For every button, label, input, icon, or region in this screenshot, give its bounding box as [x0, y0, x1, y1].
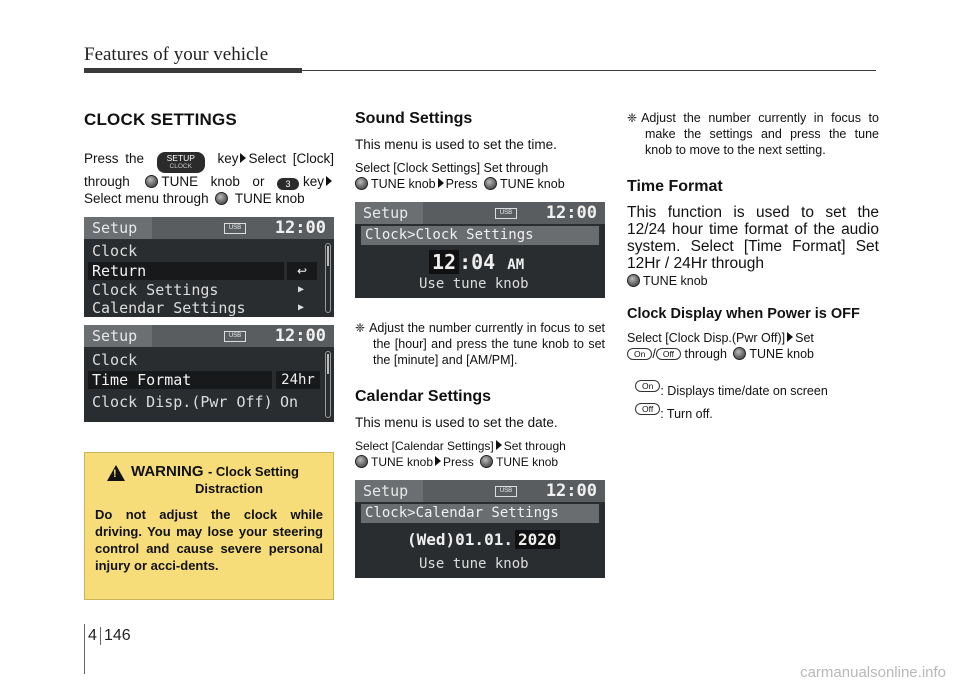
screen-hint: Use tune knob [419, 276, 529, 292]
off-badge: Off [635, 403, 660, 415]
number-key-icon: 3 [277, 178, 299, 190]
section-heading-sound-settings: Sound Settings [355, 110, 473, 127]
calendar-desc: This menu is used to set the date. [355, 415, 558, 430]
tune-knob-icon [355, 177, 368, 190]
menu-row-return: Return [88, 262, 284, 280]
chapter-number: 4 [88, 627, 97, 644]
calendar-steps: Select [Calendar Settings] Set through TUNE knob Press TUNE knob [355, 439, 566, 469]
return-icon: ↩ [287, 262, 317, 280]
usb-badge: USB [495, 486, 517, 497]
section-heading-clock-settings: CLOCK SETTINGS [84, 110, 237, 129]
column-time-format [627, 110, 879, 422]
screen-title: Setup [92, 219, 138, 237]
tune-knob-icon [480, 455, 493, 468]
usb-badge: USB [224, 223, 246, 234]
menu-row-calendar-settings: Calendar Settings ▶ [92, 299, 304, 317]
section-heading-calendar-settings: Calendar Settings [355, 388, 492, 405]
tune-knob-icon [733, 347, 746, 360]
note-hour-minute: ❈ Adjust the number currently in focus to set the [hour] and press the tune knob to set the [minute] and [AM/PM]. [355, 321, 605, 367]
tune-knob-icon [355, 455, 368, 468]
arrow-right-icon [787, 332, 793, 342]
sound-steps: Select [Clock Settings] Set through TUNE knob Press TUNE knob [355, 161, 565, 191]
note-next-setting: ❈ Adjust the number currently in focus to make the settings and press the tune knob to move to the next setting. [627, 111, 879, 157]
screen-title: Setup [363, 482, 409, 500]
arrow-right-icon [496, 440, 502, 450]
screen-time: 12:00 [274, 218, 326, 238]
watermark: carmanualsonline.info [800, 664, 946, 681]
menu-row-clock-settings: Clock Settings ▶ [92, 281, 304, 299]
hour-focus: 12 [429, 250, 459, 274]
clock-disp-value: On [280, 393, 299, 411]
chevron-right-icon: ▶ [297, 284, 304, 295]
arrow-right-icon [240, 153, 246, 163]
header-rule-thin [302, 70, 876, 71]
warning-subtitle: Distraction [195, 481, 263, 496]
screen-clock-menu [84, 217, 334, 317]
clock-value: 12 :04 AM [429, 250, 524, 274]
screen-calendar-settings [355, 480, 605, 578]
warning-body: Do not adjust the clock while driving. You may lose your steering control and cause severe personal injury or acci-dents. [95, 507, 323, 573]
screen-clock-options [84, 325, 334, 422]
menu-row-clock: Clock [92, 242, 138, 260]
menu-row-clock-disp: Clock Disp.(Pwr Off) [92, 393, 273, 411]
clock-display-steps: Select [Clock Disp.(Pwr Off)] Set On / Off through TUNE knob [627, 331, 814, 361]
menu-row-time-format: Time Format [88, 371, 272, 389]
time-format-text: This function is used to set the 12/24 hour time format of the audio system. Select [Time Format] Set 12Hr / 24Hr through TUNE knob [627, 204, 879, 288]
year-focus: 2020 [515, 530, 560, 549]
section-heading-time-format: Time Format [627, 178, 723, 195]
date-value: (Wed)01.01. 2020 [407, 530, 560, 549]
sound-desc: This menu is used to set the time. [355, 137, 557, 152]
warning-title-suffix: - Clock Setting [207, 464, 299, 479]
page-number: 146 [104, 627, 131, 644]
section-heading-clock-display: Clock Display when Power is OFF [627, 306, 860, 322]
clock-instructions: Press the SETUP CLOCK key Select [Clock] through TUNE knob or 3 keySelect menu through TUNE knob [84, 151, 334, 206]
screen-title: Setup [92, 327, 138, 345]
time-format-value: 24hr [276, 371, 320, 389]
chevron-right-icon: ▶ [297, 302, 304, 313]
tune-knob-icon [145, 175, 158, 188]
on-badge: On [627, 348, 652, 360]
column-clock-settings [84, 110, 334, 422]
off-badge: Off [656, 348, 681, 360]
warning-icon [107, 465, 125, 481]
column-sound-calendar [355, 110, 605, 578]
footer-rule [84, 624, 85, 674]
screen-time: 12:00 [274, 326, 326, 346]
page-header-title: Features of your vehicle [84, 44, 269, 65]
warning-box [84, 452, 334, 600]
setup-key-icon: SETUP CLOCK [157, 152, 205, 173]
screen-path: Clock>Calendar Settings [361, 504, 599, 523]
menu-row-clock: Clock [92, 351, 138, 369]
tune-knob-icon [627, 274, 640, 287]
arrow-right-icon [326, 176, 332, 186]
on-option-desc: On : Displays time/date on screen [627, 380, 879, 399]
usb-badge: USB [495, 208, 517, 219]
screen-time: 12:00 [545, 203, 597, 223]
screen-time: 12:00 [545, 481, 597, 501]
on-badge: On [635, 380, 660, 392]
off-option-desc: Off : Turn off. [627, 403, 879, 422]
footer-separator [100, 627, 101, 645]
arrow-right-icon [435, 456, 441, 466]
usb-badge: USB [224, 331, 246, 342]
screen-clock-settings [355, 202, 605, 298]
arrow-right-icon [438, 178, 444, 188]
screen-hint: Use tune knob [419, 556, 529, 572]
scrollbar [325, 351, 331, 418]
screen-title: Setup [363, 204, 409, 222]
screen-path: Clock>Clock Settings [361, 226, 599, 245]
scrollbar [325, 243, 331, 313]
tune-knob-icon [484, 177, 497, 190]
tune-knob-icon [215, 192, 228, 205]
warning-title: WARNING [131, 463, 204, 480]
header-rule-thick [84, 68, 302, 73]
